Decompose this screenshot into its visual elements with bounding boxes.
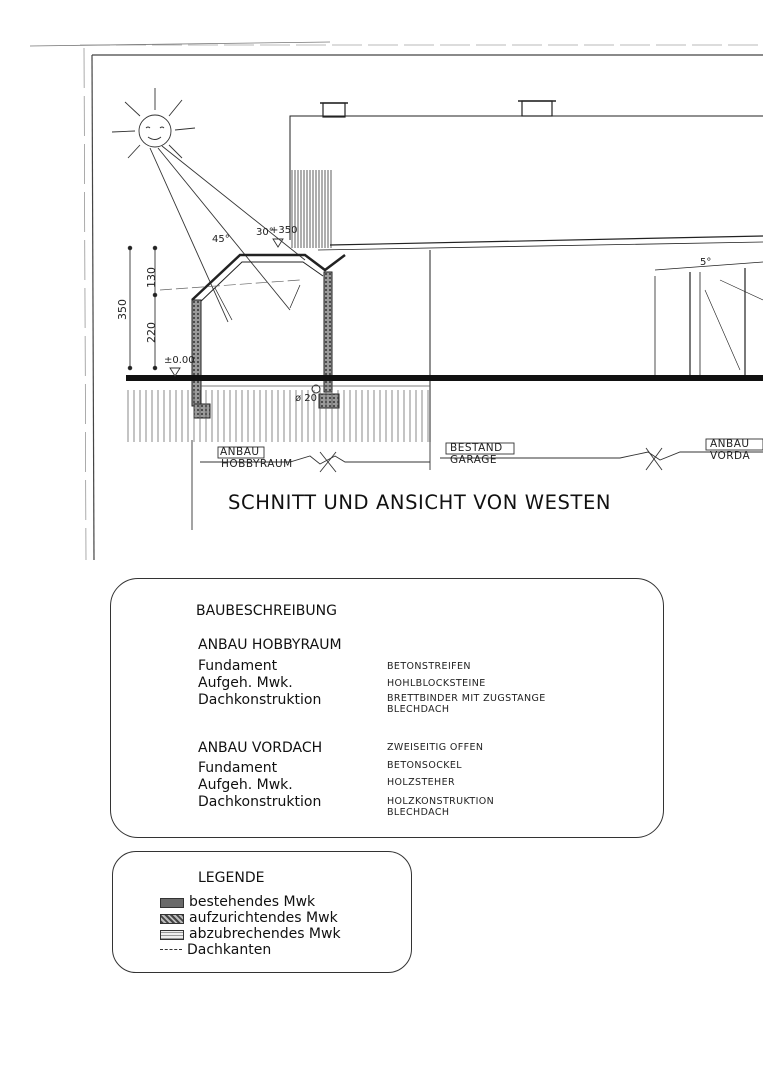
sun-icon: [112, 88, 305, 322]
sun-angle: 45°: [212, 234, 230, 245]
spec-value-dach-3: HOLZKONSTRUKTION: [387, 796, 495, 807]
tag-vordach-1: ANBAU: [710, 438, 750, 450]
spec-section-title-vordach: ANBAU VORDACH: [198, 740, 323, 756]
spec-label-fundament: Fundament: [198, 658, 278, 674]
legend-label: bestehendes Mwk: [189, 894, 316, 910]
spec-heading: BAUBESCHREIBUNG: [196, 603, 337, 619]
angle-small: 30°: [256, 227, 274, 238]
ground: [126, 375, 763, 442]
tag-anbau-hobby-2: HOBBYRAUM: [221, 458, 293, 470]
sheet-frame: [30, 42, 763, 560]
level-marker: ±0.00: [164, 355, 195, 366]
legend-label: Dachkanten: [187, 942, 272, 958]
spec-value-mwk: HOHLBLOCKSTEINE: [387, 678, 486, 689]
spec-value-dach-2: BLECHDACH: [387, 704, 450, 715]
legend-heading: LEGENDE: [198, 870, 265, 886]
new-masonry-swatch-icon: [160, 914, 184, 924]
spec-label-mwk: Aufgeh. Mwk.: [198, 675, 293, 691]
legend-item-new: [160, 911, 338, 926]
ridge-level: +350: [270, 225, 298, 236]
dim-total-height: 350: [116, 299, 129, 320]
dim-upper: 130: [145, 267, 158, 288]
tag-bestand-2: GARAGE: [450, 454, 497, 466]
spec-value-dach-4: BLECHDACH: [387, 807, 450, 818]
legend-item-roof-edges: [160, 943, 271, 958]
spec-label-mwk-2: Aufgeh. Mwk.: [198, 777, 293, 793]
spec-label-dach: Dachkonstruktion: [198, 692, 322, 708]
tag-anbau-hobby-1: ANBAU: [220, 446, 260, 458]
existing-masonry-swatch-icon: [160, 898, 184, 908]
legend-label: aufzurichtendes Mwk: [189, 910, 338, 926]
spec-section-title-hobby: ANBAU HOBBYRAUM: [198, 637, 342, 653]
legend-label: abzubrechendes Mwk: [189, 926, 341, 942]
spec-value-fundament: BETONSTREIFEN: [387, 661, 471, 672]
spec-label-fundament-2: Fundament: [198, 760, 278, 776]
spec-value-dach: BRETTBINDER MIT ZUGSTANGE: [387, 693, 546, 704]
tag-bestand-1: BESTAND: [450, 442, 503, 454]
dim-lower: 220: [145, 322, 158, 343]
roof-angle: 5°: [700, 257, 712, 268]
roof-edge-line-icon: [160, 949, 182, 952]
pipe-diameter: ø 20: [295, 393, 318, 404]
spec-value-mwk-2: HOLZSTEHER: [387, 777, 456, 788]
legend-item-demolish: [160, 927, 341, 942]
tag-vordach-2: VORDA: [710, 450, 751, 462]
legend-item-existing: [160, 895, 315, 910]
drawing-title: SCHNITT UND ANSICHT VON WESTEN: [228, 491, 612, 514]
spec-label-dach-2: Dachkonstruktion: [198, 794, 322, 810]
spec-section-note-vordach: ZWEISEITIG OFFEN: [387, 742, 484, 753]
spec-value-fundament-2: BETONSOCKEL: [387, 760, 462, 771]
dimension-chain: [128, 239, 283, 376]
demolish-masonry-swatch-icon: [160, 930, 184, 940]
